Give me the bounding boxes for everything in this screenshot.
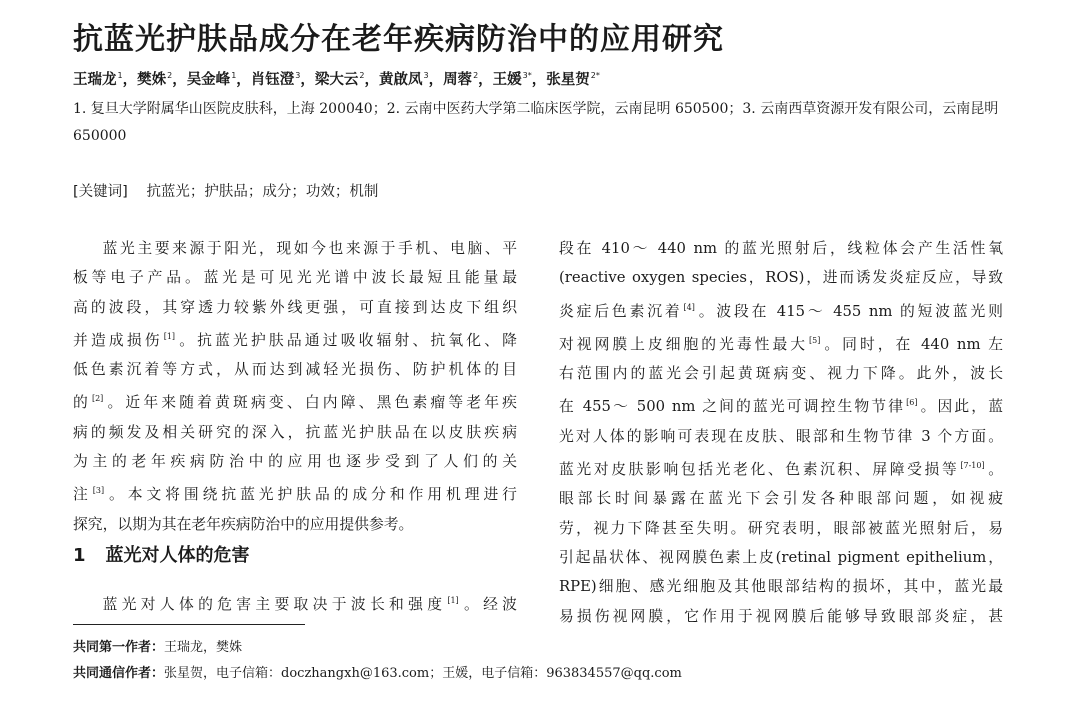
paragraph-line: 劳，视力下降甚至失明。研究表明，眼部被蓝光照射后，易 <box>559 519 1003 537</box>
paragraph-line: 高的波段，其穿透力较紫外线更强，可直接到达皮下组织 <box>73 298 517 316</box>
paragraph-line: 眼部长时间暴露在蓝光下会引发各种眼部问题，如视疲 <box>559 490 1003 508</box>
section-heading <box>73 541 250 567</box>
author-name: 梁大云 <box>314 72 359 88</box>
section-title: 蓝光对人体的危害 <box>105 545 250 566</box>
section-paragraph <box>73 586 517 619</box>
citation: [1] <box>447 596 459 605</box>
keywords-label: [关键词] <box>73 184 128 200</box>
author-separator: ， <box>122 72 138 88</box>
author-affil-mark: 2 <box>473 71 479 80</box>
author-affil-mark: 3 <box>295 71 301 80</box>
paragraph-line: 探究，以期为其在老年疾病防治中的应用提供参考。 <box>73 515 414 533</box>
author-separator: ， <box>428 72 444 88</box>
right-column <box>559 234 1003 631</box>
author-name: 王媛 <box>492 72 522 88</box>
paragraph-line: 病的频发及相关研究的深入，抗蓝光护肤品在以皮肤疾病 <box>73 423 517 441</box>
citation: [5] <box>809 335 821 345</box>
corresponding-author-note <box>73 662 682 681</box>
paragraph-line: 在 455～ 500 nm 之间的蓝光可调控生物节律[6]。因此，蓝 <box>559 398 1003 416</box>
keywords-text: 抗蓝光；护肤品；成分；功效；机制 <box>146 184 379 200</box>
citation: [2] <box>91 394 104 404</box>
paragraph-line: 段在 410～ 440 nm 的蓝光照射后，线粒体会产生活性氧 <box>559 240 1003 257</box>
author-affil-mark: 1 <box>231 71 237 80</box>
author-name: 黄啟凤 <box>378 72 423 88</box>
keywords <box>73 180 378 201</box>
author-name: 王瑞龙 <box>73 72 117 88</box>
first-author-note <box>73 636 242 655</box>
author-name: 周蓉 <box>443 72 473 88</box>
paragraph-line: 并造成损伤[1]。抗蓝光护肤品通过吸收辐射、抗氧化、降 <box>73 331 517 349</box>
author-affil-mark: 3* <box>522 71 532 80</box>
paragraph-line: 的[2]。近年来随着黄斑病变、白内障、黑色素瘤等老年疾 <box>73 394 517 412</box>
author-affil-mark: 3 <box>423 71 429 80</box>
corresponding-value: 张星贺，电子信箱：doczhangxh@163.com；王媛，电子信箱：963834557@qq.com <box>164 666 682 681</box>
citation: [1] <box>163 331 176 341</box>
citation: [3] <box>92 486 105 496</box>
citation: [4] <box>683 302 695 312</box>
author-affil-mark: 2 <box>359 71 365 80</box>
author-affil-mark: 2 <box>167 71 173 80</box>
paragraph-line: 右范围内的蓝光会引起黄斑病变、视力下降。此外，波长 <box>559 365 1003 383</box>
paragraph-line: RPE)细胞、感光细胞及其他眼部结构的损坏，其中，蓝光最 <box>559 578 1003 596</box>
author-affil-mark: 1 <box>117 71 123 80</box>
author-separator: ， <box>478 72 493 88</box>
section-number: 1 <box>73 545 86 566</box>
paragraph-line: 蓝光对皮肤影响包括光老化、色素沉积、屏障受损等[7-10]。 <box>559 461 1003 479</box>
paragraph-line: (reactive oxygen species，ROS)，进而诱发炎症反应，导致 <box>559 269 1003 287</box>
paragraph-line: 易损伤视网膜，它作用于视网膜后能够导致眼部炎症，甚 <box>559 607 1003 625</box>
article-title: 抗蓝光护肤品成分在老年疾病防治中的应用研究 <box>73 22 724 57</box>
first-author-label: 共同第一作者： <box>73 640 165 655</box>
paragraph-line: 蓝光主要来源于阳光，现如今也来源于手机、电脑、平 <box>102 240 517 257</box>
affiliations: 1. 复旦大学附属华山医院皮肤科，上海 200040；2. 云南中医药大学第二临床医学院，云南昆明 650500；3. 云南西草资源开发有限公司，云南昆明 650000 <box>73 101 999 144</box>
paragraph-line: 炎症后色素沉着[4]。波段在 415～ 455 nm 的短波蓝光则 <box>559 302 1003 320</box>
citation: [6] <box>906 398 918 408</box>
corresponding-label: 共同通信作者： <box>73 666 165 681</box>
citation: [7-10] <box>960 461 985 471</box>
author-separator: ， <box>531 72 547 88</box>
author-affil-mark: 2* <box>590 71 600 80</box>
author-separator: ， <box>172 72 187 88</box>
paragraph-line: 板等电子产品。蓝光是可见光光谱中波长最短且能量最 <box>73 269 517 287</box>
paragraph-line: 为主的老年疾病防治中的应用也逐步受到了人们的关 <box>73 453 517 471</box>
author-list <box>73 68 600 89</box>
author-name: 张星贺 <box>546 72 590 88</box>
author-separator: ， <box>236 72 251 88</box>
paragraph-line: 引起晶状体、视网膜色素上皮(retinal pigment epithelium， <box>559 548 1003 566</box>
paragraph-line: 低色素沉着等方式，从而达到减轻光损伤、防护机体的目 <box>73 361 517 379</box>
first-author-value: 王瑞龙，樊姝 <box>164 640 243 655</box>
paragraph-line: 对视网膜上皮细胞的光毒性最大[5]。同时，在 440 nm 左 <box>559 335 1003 353</box>
footnote-divider <box>73 624 305 625</box>
paragraph-line: 光对人体的影响可表现在皮肤、眼部和生物节律 3 个方面。 <box>559 427 1003 445</box>
left-column <box>73 234 517 539</box>
author-separator: ， <box>364 72 379 88</box>
paragraph-line: 注[3]。本文将围绕抗蓝光护肤品的成分和作用机理进行 <box>73 486 517 504</box>
paragraph-line: 蓝光对人体的危害主要取决于波长和强度[1]。经波 <box>102 596 517 613</box>
author-separator: ， <box>300 72 315 88</box>
author-name: 樊姝 <box>137 72 167 88</box>
author-name: 吴金峰 <box>186 72 231 88</box>
author-name: 肖钰澄 <box>250 72 295 88</box>
